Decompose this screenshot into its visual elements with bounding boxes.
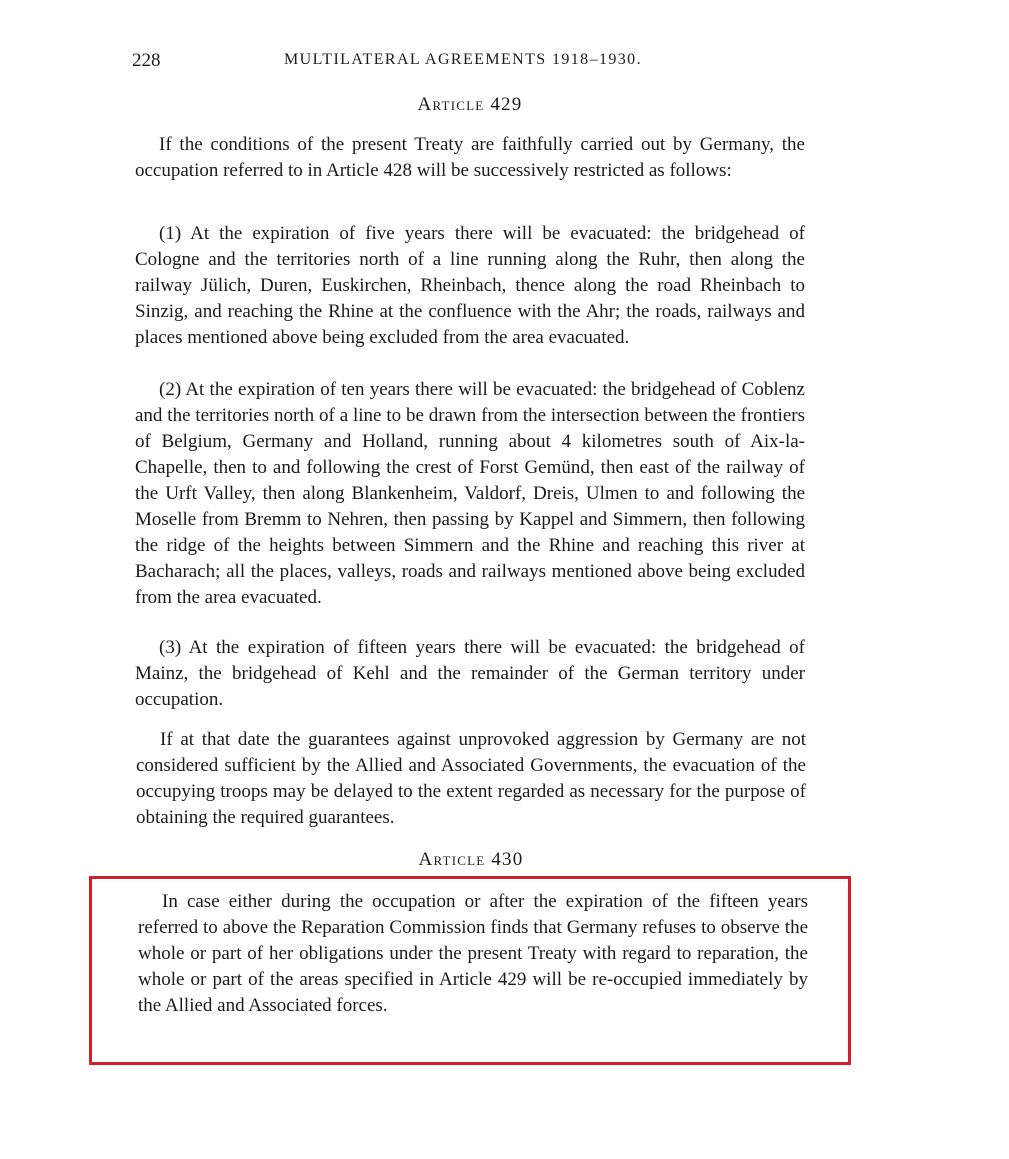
article-429-item-2: (2) At the expiration of ten years there will be evacuated: the bridgehead of Coblenz and the territories north of a line to be drawn from the intersection between the frontiers of Belgium, Germany and Holland, running about 4 kilometres south of Aix-la-Chapelle, then to and following the crest of Forst Gemünd, then east of the railway of the Urft Valley, then along Blankenheim, Valdorf, Dreis, Ulmen to and following the Moselle from Bremm to Nehren, then passing by Kappel and Simmern, then following the ridge of the heights between Simmern and the Rhine and reaching this river at Bacharach; all the places, valleys, roads and railways mentioned above being excluded from the area evacuated. (135, 379, 805, 608)
article-429-item-1: (1) At the expiration of five years there will be evacuated: the bridgehead of Cologne and the territories north of a line running along the Ruhr, then along the railway Jülich, Duren, Euskirchen, Rheinbach, thence along the road Rheinbach to Sinzig, and reaching the Rhine at the confluence with the Ahr; the roads, railways and places mentioned above being excluded from the area evacuated. (135, 223, 805, 348)
article-430-heading: Article 430 (418, 849, 524, 870)
page-number: 228 (132, 50, 161, 71)
article-430-text: In case either during the occupation or after the expiration of the fifteen years referred to above the Reparation Commission finds that Germany refuses to observe the whole or part of her obligations under the present Treaty with regard to reparation, the whole or part of the areas specified in Article 429 will be re-occupied immediately by the Allied and Associated forces. (138, 891, 808, 1016)
page-header (132, 50, 812, 74)
article-429-heading: Article 429 (417, 94, 523, 115)
article-429-item-3: (3) At the expiration of fifteen years there will be evacuated: the bridgehead of Mainz, the bridgehead of Kehl and the remainder of the German territory under occupation. (135, 637, 805, 710)
article-429-intro: If the conditions of the present Treaty are faithfully carried out by Germany, the occupation referred to in Article 428 will be successively restricted as follows: (135, 134, 805, 181)
article-429-closing: If at that date the guarantees against unprovoked aggression by Germany are not considered sufficient by the Allied and Associated Governments, the evacuation of the occupying troops may be delayed to the extent regarded as necessary for the purpose of obtaining the required guarantees. (136, 729, 806, 828)
running-title: MULTILATERAL AGREEMENTS 1918–1930. (284, 51, 642, 68)
